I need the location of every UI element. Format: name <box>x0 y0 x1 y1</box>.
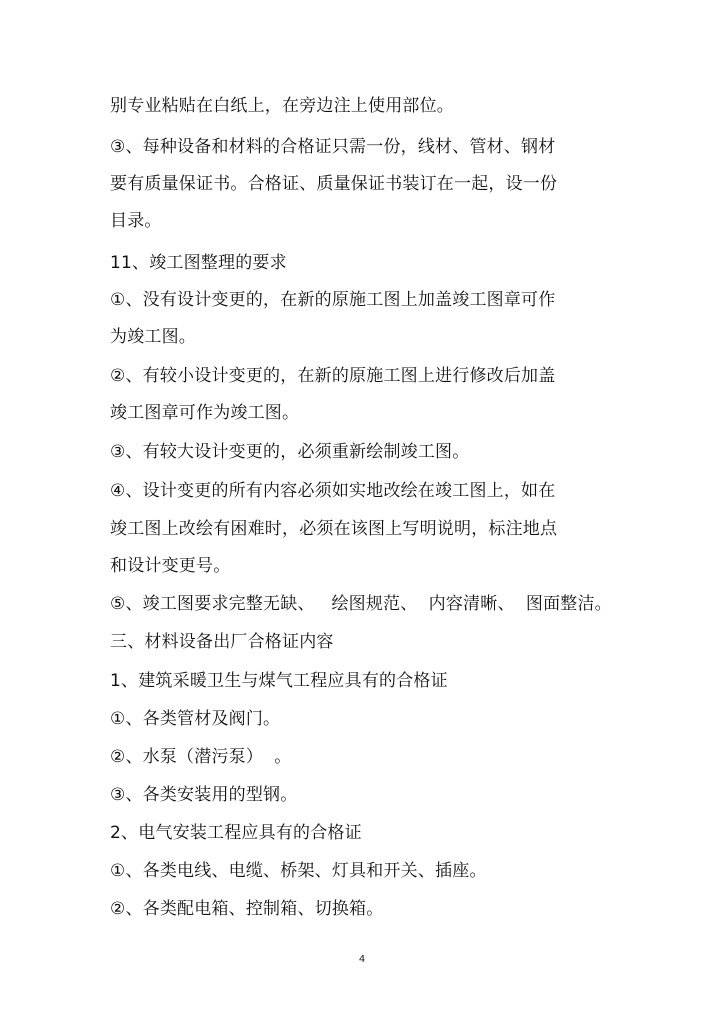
text-line: ②、各类配电箱、控制箱、切换箱。 <box>110 899 384 919</box>
text-line: 别专业粘贴在白纸上，在旁边注上使用部位。 <box>110 96 454 116</box>
subsection-heading: 1、建筑采暖卫生与煤气工程应具有的合格证 <box>110 671 448 691</box>
text-line: 和设计变更号。 <box>110 556 231 576</box>
text-line: ①、各类管材及阀门。 <box>110 709 281 729</box>
text-line: ③、有较大设计变更的，必须重新绘制竣工图。 <box>110 442 470 462</box>
page-number: 4 <box>358 954 366 965</box>
section-heading: 三、材料设备出厂合格证内容 <box>110 632 334 652</box>
text-line: 为竣工图。 <box>110 327 196 347</box>
text-line: ④、设计变更的所有内容必须如实地改绘在竣工图上，如在 <box>110 481 556 501</box>
text-line: ③、每种设备和材料的合格证只需一份，线材、管材、钢材 <box>110 137 556 157</box>
text-line: ②、水泵（潜污泵） 。 <box>110 747 292 767</box>
text-line: ⑤、竣工图要求完整无缺、 绘图规范、 内容清晰、 图面整洁。 <box>110 594 612 614</box>
text-line: ②、有较小设计变更的，在新的原施工图上进行修改后加盖 <box>110 366 556 386</box>
text-line: 目录。 <box>110 211 162 231</box>
text-line: ①、各类电线、电缆、桥架、灯具和开关、插座。 <box>110 861 487 881</box>
text-line: ①、没有设计变更的，在新的原施工图上加盖竣工图章可作 <box>110 290 556 310</box>
section-heading: 11、竣工图整理的要求 <box>110 253 287 273</box>
text-line: 竣工图上改绘有困难时，必须在该图上写明说明，标注地点 <box>110 519 558 539</box>
text-line: ③、各类安装用的型钢。 <box>110 785 298 805</box>
subsection-heading: 2、电气安装工程应具有的合格证 <box>110 823 362 843</box>
text-line: 要有质量保证书。合格证、质量保证书装订在一起，设一份 <box>110 174 558 194</box>
text-line: 竣工图章可作为竣工图。 <box>110 403 300 423</box>
